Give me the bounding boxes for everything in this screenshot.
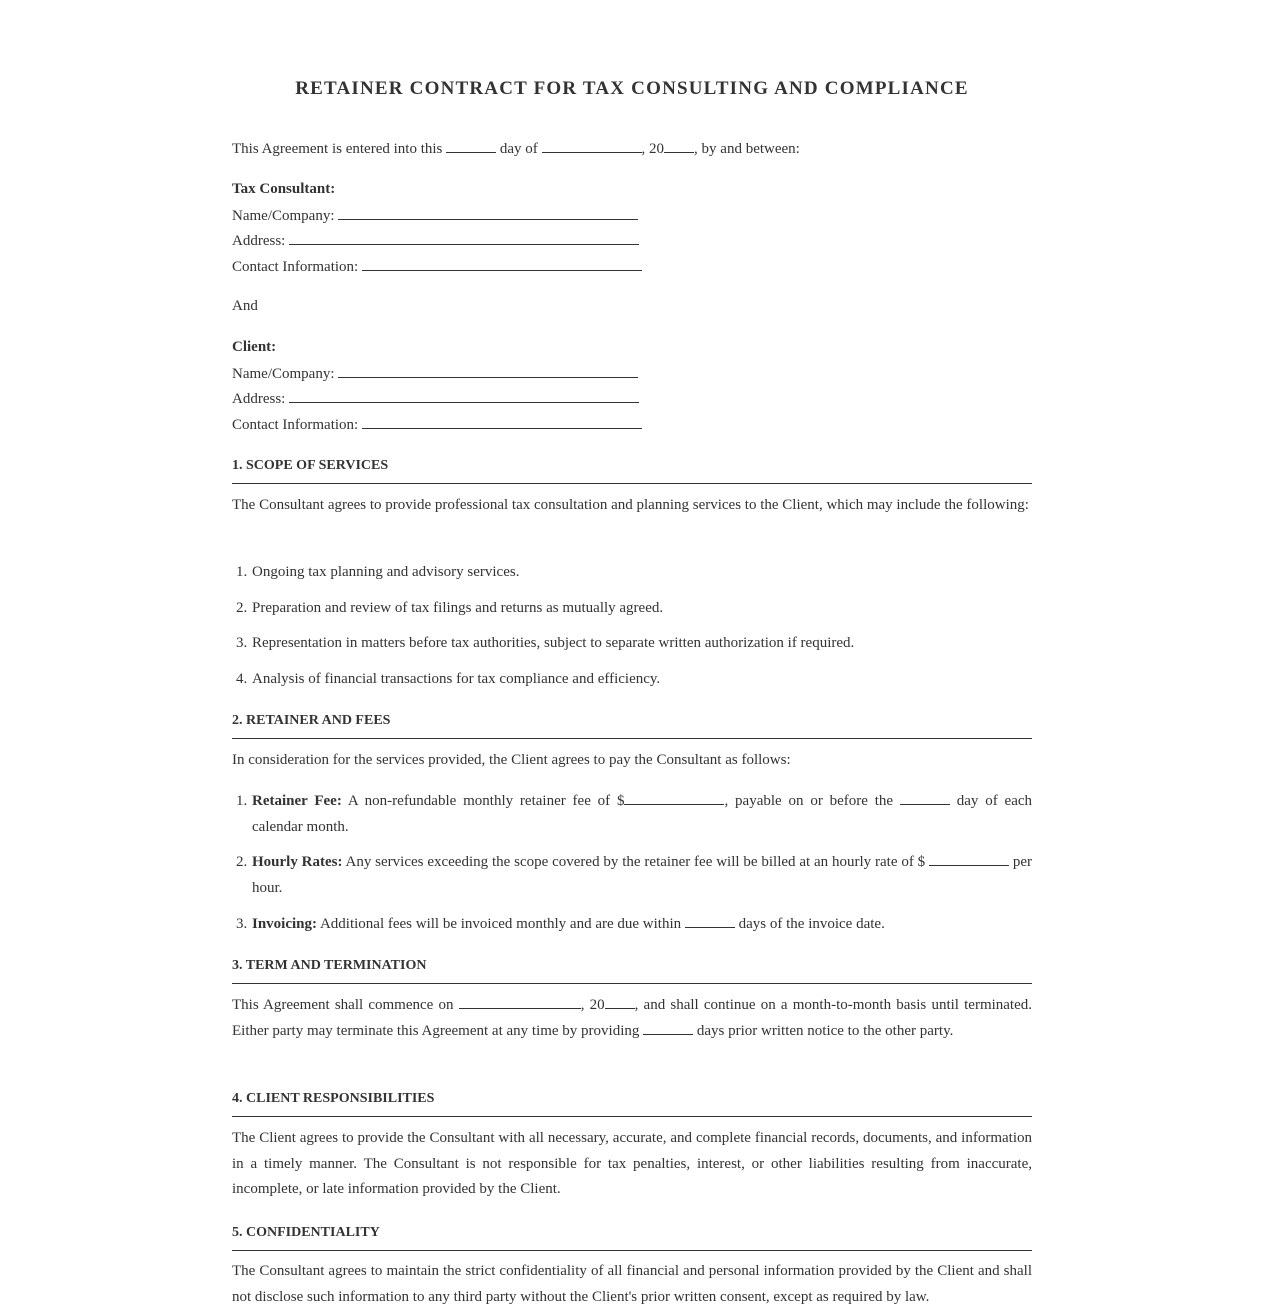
consultant-name-label: Name/Company: — [232, 208, 335, 224]
invoice-days-blank[interactable] — [685, 913, 735, 928]
client-contact-label: Contact Information: — [232, 417, 359, 433]
hourly-rates-text-a: Any services exceeding the scope covered by the retainer fee will be billed at an hourly rate of $ — [345, 854, 926, 870]
term-text-d: days prior written notice to the other party. — [696, 1022, 954, 1039]
intro-line — [232, 138, 800, 159]
retainer-fee-text-b: , payable on or before the — [724, 793, 894, 809]
invoicing-text-a: Additional fees will be invoiced monthly and are due within — [319, 916, 682, 932]
section1-paragraph: The Consultant agrees to provide professional tax consultation and planning services to the Client, which may include the following: — [232, 497, 1029, 513]
document-title: RETAINER CONTRACT FOR TAX CONSULTING AND COMPLIANCE — [295, 78, 969, 99]
client-address-label: Address: — [232, 391, 286, 407]
consultant-heading: Tax Consultant: — [232, 181, 336, 197]
retainer-fee-text-a: A non-refundable monthly retainer fee of $ — [347, 793, 625, 809]
intro-text-2: day of — [499, 141, 538, 157]
list-text: Analysis of financial transactions for tax compliance and efficiency. — [252, 671, 661, 687]
invoicing-text-b: days of the invoice date. — [738, 916, 885, 932]
list-text: Ongoing tax planning and advisory services. — [252, 564, 520, 580]
client-contact-row — [232, 414, 642, 435]
consultant-address-row — [232, 230, 639, 251]
list-text — [252, 788, 1032, 840]
section-heading-scope: 1. SCOPE OF SERVICES — [232, 456, 1032, 484]
retainer-fee-text-c: day of each calendar month. — [252, 793, 1033, 835]
term-text-b: , 20 — [580, 997, 605, 1013]
list-text — [252, 849, 1032, 901]
month-blank[interactable] — [542, 138, 642, 153]
hourly-rates-item — [232, 849, 1032, 901]
list-number: 4. — [236, 671, 248, 687]
intro-text-1: This Agreement is entered into this — [232, 141, 443, 157]
term-text-a: This Agreement shall commence on — [232, 997, 454, 1013]
list-number: 3. — [236, 635, 248, 651]
client-name-label: Name/Company: — [232, 366, 335, 382]
invoicing-item — [232, 911, 1032, 937]
consultant-contact-blank[interactable] — [362, 256, 642, 271]
consultant-address-label: Address: — [232, 233, 286, 249]
commence-date-blank[interactable] — [459, 994, 581, 1009]
list-number: 1. — [236, 564, 248, 580]
commence-year-blank[interactable] — [605, 994, 635, 1009]
list-text: Representation in matters before tax authorities, subject to separate written authorization if required. — [252, 635, 855, 651]
client-name-blank[interactable] — [338, 363, 638, 378]
section3-paragraph — [232, 993, 1032, 1044]
and-text: And — [232, 298, 258, 314]
notice-days-blank[interactable] — [643, 1020, 693, 1035]
intro-text-4: , by and between: — [694, 141, 800, 157]
list-item — [232, 595, 1032, 621]
retainer-amount-blank[interactable] — [624, 790, 724, 805]
intro-text-3: , 20 — [641, 141, 665, 157]
consultant-contact-label: Contact Information: — [232, 259, 359, 275]
list-item — [232, 559, 1032, 585]
section4-paragraph: The Client agrees to provide the Consultant with all necessary, accurate, and complete financial records, documents, and information in a timely manner. The Consultant is not responsible for tax penalties, interest, or other liabilities resulting from inaccurate, incomplete, or late information provided by the Client. — [232, 1130, 1032, 1197]
client-heading: Client: — [232, 339, 277, 355]
client-contact-blank[interactable] — [362, 414, 642, 429]
section5-paragraph: The Consultant agrees to maintain the strict confidentiality of all financial and personal information provided by the Client and shall not disclose such information to any third party without the Client's prior written consent, except as required by law. — [232, 1263, 1032, 1305]
list-number: 3. — [236, 916, 248, 932]
consultant-name-row — [232, 205, 638, 226]
year-blank[interactable] — [664, 138, 694, 153]
section2-paragraph: In consideration for the services provided, the Client agrees to pay the Consultant as follows: — [232, 752, 791, 768]
hourly-rates-label: Hourly Rates: — [252, 854, 343, 870]
term-text-c: , and shall continue on a month-to-month basis until terminated. Either party may terminate this Agreement at any time by providing — [232, 997, 1033, 1039]
retainer-fee-item — [232, 788, 1032, 840]
list-item — [232, 666, 1032, 692]
list-number: 2. — [236, 600, 248, 616]
section-heading-client-responsibilities: 4. CLIENT RESPONSIBILITIES — [232, 1089, 1032, 1117]
retainer-due-day-blank[interactable] — [900, 790, 950, 805]
retainer-fee-label: Retainer Fee: — [252, 793, 342, 809]
consultant-address-blank[interactable] — [289, 230, 639, 245]
section-heading-term: 3. TERM AND TERMINATION — [232, 956, 1032, 984]
section-heading-retainer: 2. RETAINER AND FEES — [232, 711, 1032, 739]
client-address-blank[interactable] — [289, 388, 639, 403]
invoicing-label: Invoicing: — [252, 916, 318, 932]
list-text: Preparation and review of tax filings and returns as mutually agreed. — [252, 600, 664, 616]
day-blank[interactable] — [446, 138, 496, 153]
consultant-name-blank[interactable] — [338, 205, 638, 220]
section-heading-confidentiality: 5. CONFIDENTIALITY — [232, 1223, 1032, 1251]
client-address-row — [232, 388, 639, 409]
list-number: 1. — [236, 793, 248, 809]
client-name-row — [232, 363, 638, 384]
hourly-rate-blank[interactable] — [929, 851, 1009, 866]
list-number: 2. — [236, 854, 248, 870]
list-item — [232, 630, 1032, 656]
consultant-contact-row — [232, 256, 642, 277]
list-text — [252, 911, 1032, 937]
hourly-rates-text-b: per hour. — [252, 854, 1033, 896]
